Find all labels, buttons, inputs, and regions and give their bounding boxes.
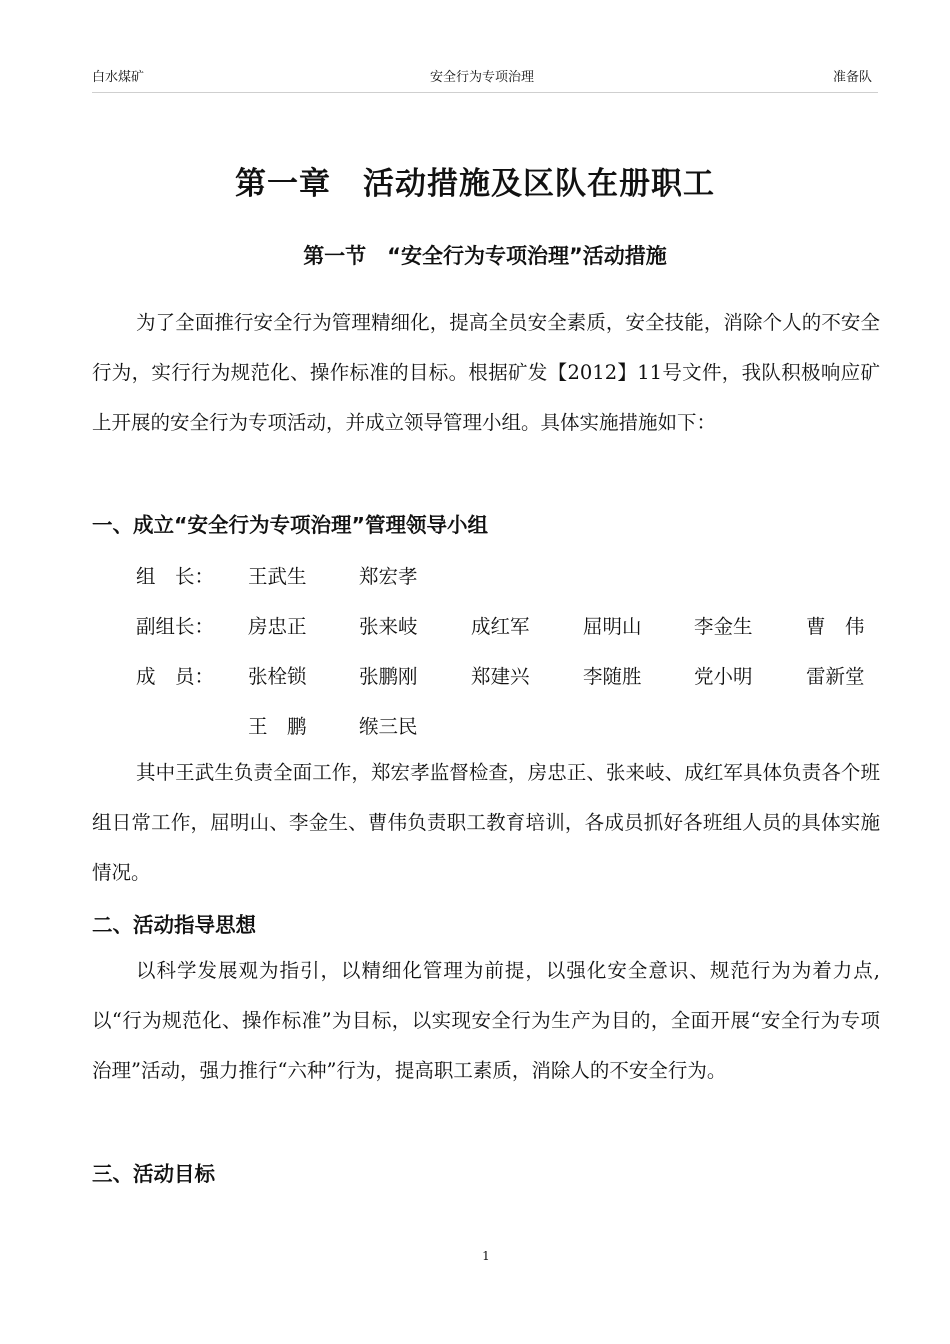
header-divider [92, 92, 878, 93]
role-label: 成 员： [136, 665, 215, 688]
chapter-title: 第一章 活动措施及区队在册职工 [235, 166, 715, 202]
group-heading: 一、成立“安全行为专项治理”管理领导小组 [92, 513, 488, 537]
header-left-text: 白水煤矿 [92, 70, 145, 85]
header-right-text: 准备队 [832, 70, 872, 85]
member-name: 张来岐 [359, 615, 418, 638]
header-center-text: 安全行为专项治理 [429, 70, 534, 85]
member-name: 郑建兴 [471, 665, 530, 688]
member-name: 张栓锁 [248, 665, 307, 688]
section-title: 第一节 “安全行为专项治理”活动措施 [303, 244, 667, 268]
role-label: 副组长： [136, 615, 215, 638]
member-name: 缑三民 [359, 715, 418, 738]
section2-paragraph: 以科学发展观为指引，以精细化管理为前提，以强化安全意识、规范行为为着力点,以“行为规范化、操作标准”为目标，以实现安全行为生产为目的，全面开展“安全行为专项治理”活动，强力推行“六种”行为，提高职工素质，消除人的不安全行为。 [92, 959, 880, 1082]
member-name: 李随胜 [583, 665, 642, 688]
page-number: 1 [482, 1249, 490, 1263]
section2-heading: 二、活动指导思想 [92, 913, 256, 937]
member-name: 王 鹏 [248, 715, 307, 738]
page-header [92, 66, 872, 86]
member-name: 屈明山 [583, 615, 642, 638]
member-name: 房忠正 [248, 615, 307, 638]
role-label: 组 长： [136, 565, 215, 588]
duties-paragraph: 其中王武生负责全面工作，郑宏孝监督检查，房忠正、张来岐、成红军具体负责各个班组日常工作，屈明山、李金生、曹伟负责职工教育培训，各成员抓好各班组人员的具体实施情况。 [92, 761, 880, 884]
intro-paragraph: 为了全面推行安全行为管理精细化，提高全员安全素质，安全技能，消除个人的不安全行为，实行行为规范化、操作标准的目标。根据矿发【2012】11号文件，我队积极响应矿上开展的安全行为专项活动，并成立领导管理小组。具体实施措施如下： [92, 311, 880, 434]
member-name: 曹 伟 [806, 615, 865, 638]
member-name: 王武生 [248, 565, 307, 588]
member-name: 党小明 [694, 665, 753, 688]
member-name: 张鹏刚 [359, 665, 418, 688]
member-name: 成红军 [471, 615, 530, 638]
member-name: 雷新堂 [806, 665, 865, 688]
section3-heading: 三、活动目标 [92, 1162, 215, 1186]
member-name: 李金生 [694, 615, 753, 638]
member-name: 郑宏孝 [359, 565, 418, 588]
